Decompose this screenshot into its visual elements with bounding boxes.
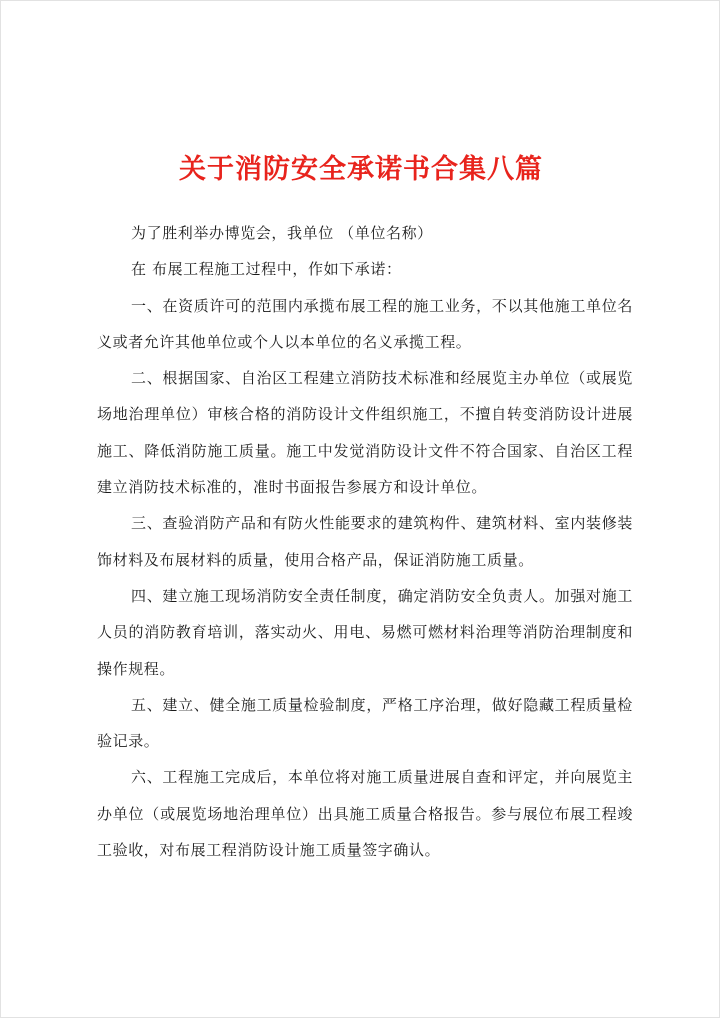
paragraph-item-1: 一、在资质许可的范围内承揽布展工程的施工业务，不以其他施工单位名义或者允许其他单位或个人以本单位的名义承揽工程。 xyxy=(97,296,633,351)
paragraph-item-4: 四、建立施工现场消防安全责任制度，确定消防安全负责人。加强对施工人员的消防教育培训，落实动火、用电、易燃可燃材料治理等消防治理制度和操作规程。 xyxy=(97,586,633,678)
paragraph-item-5: 五、建立、健全施工质量检验制度，严格工序治理，做好隐藏工程质量检验记录。 xyxy=(97,695,633,751)
document-title: 关于消防安全承诺书合集八篇 xyxy=(179,154,543,185)
document-body xyxy=(97,215,633,868)
paragraph-item-3: 三、查验消防产品和有防火性能要求的建筑构件、建筑材料、室内装修装饰材料及布展材料的质量，使用合格产品，保证消防施工质量。 xyxy=(97,514,633,569)
paragraph-intro: 为了胜利举办博览会，我单位 （单位名称） xyxy=(131,224,433,242)
paragraph-item-2: 二、根据国家、自治区工程建立消防技术标准和经展览主办单位（或展览场地治理单位）审核合格的消防设计文件组织施工，不擅自转变消防设计进展施工、降低消防施工质量。施工中发觉消防设计文件不符合国家、自治区工程建立消防技术标准的，准时书面报告参展方和设计单位。 xyxy=(97,369,633,497)
paragraph-item-6: 六、工程施工完成后，本单位将对施工质量进展自查和评定，并向展览主办单位（或展览场地治理单位）出具施工质量合格报告。参与展位布展工程竣工验收，对布展工程消防设计施工质量签字确认。 xyxy=(97,768,633,860)
paragraph-pledge-lead: 在 布展工程施工过程中，作如下承诺： xyxy=(131,260,402,279)
